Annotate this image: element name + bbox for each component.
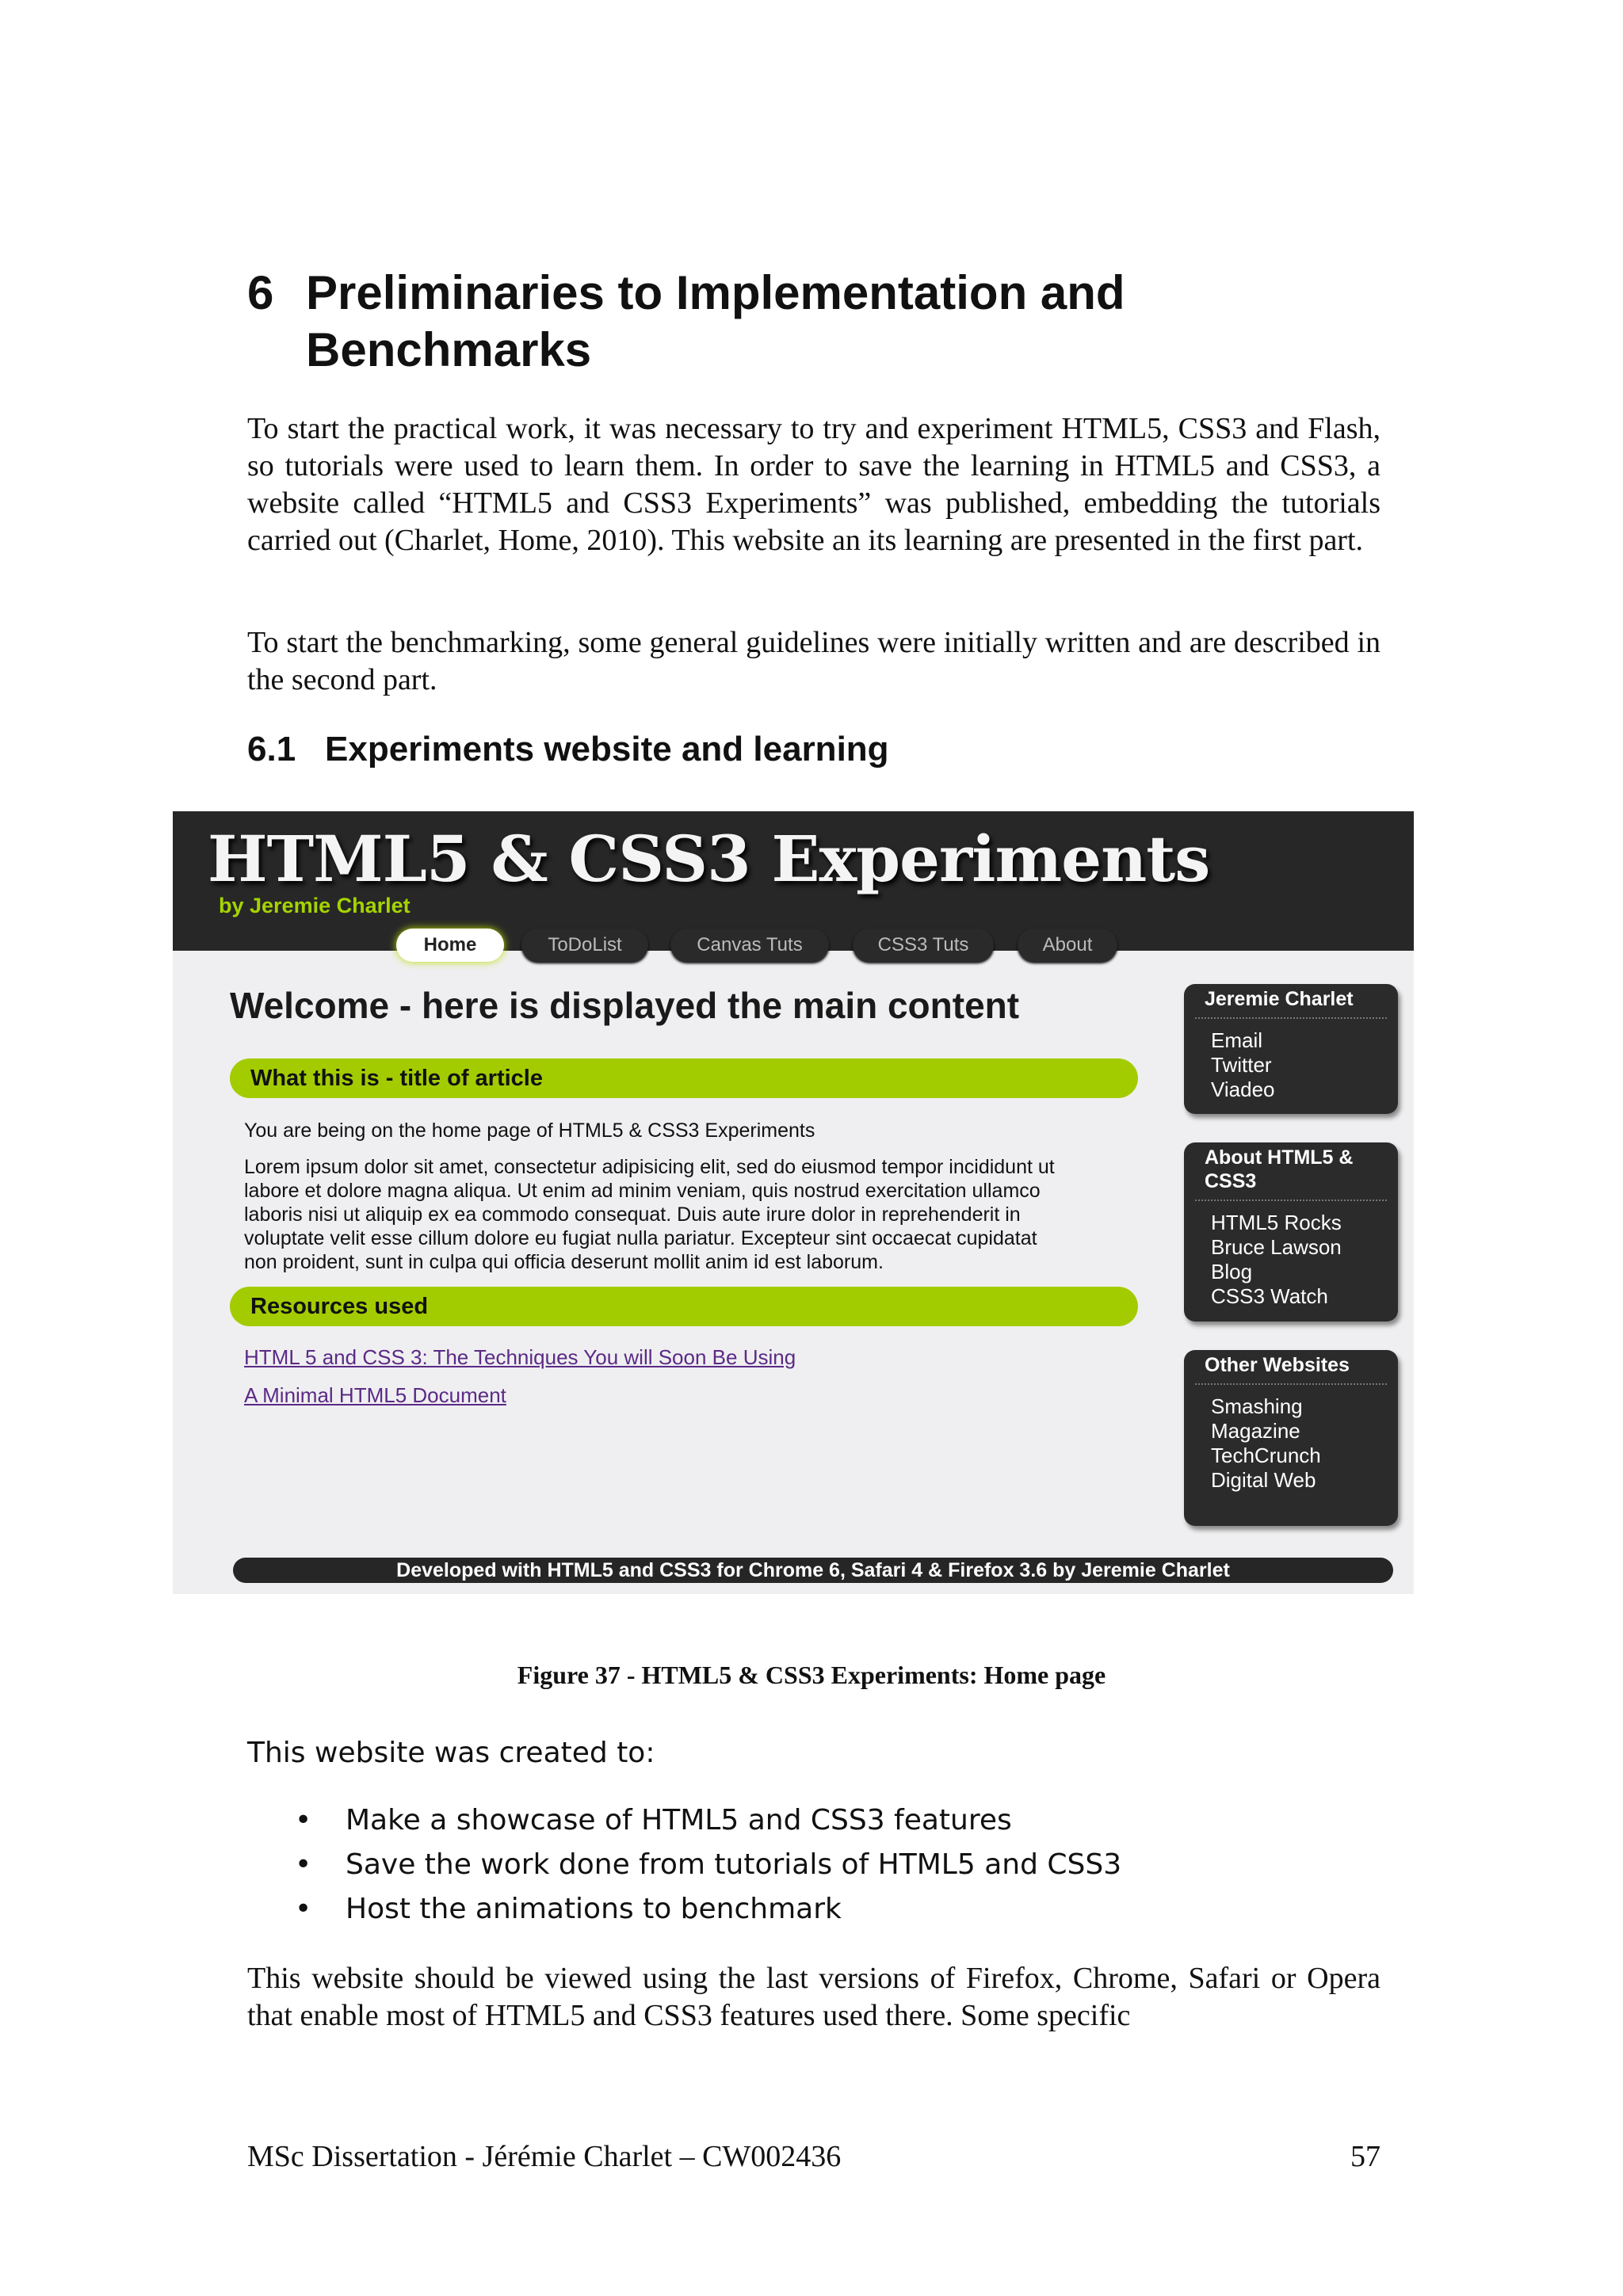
resource-link-2[interactable]: A Minimal HTML5 Document xyxy=(244,1383,506,1407)
divider xyxy=(1195,1199,1387,1201)
bullet: • xyxy=(295,1848,312,1881)
sidebar-box-author xyxy=(1184,984,1398,1114)
divider xyxy=(1195,1017,1387,1019)
article-title-bar xyxy=(230,1058,1138,1098)
sidebar-box-about xyxy=(1184,1142,1398,1322)
list-item-text: Host the animations to benchmark xyxy=(346,1893,842,1925)
lorem-line: laboris nisi ut aliquip ex ea commodo consequat. Duis aute irure dolor in reprehenderit in xyxy=(244,1203,1021,1226)
paragraph-2: To start the benchmarking, some general guidelines were initially written and are described in the second part. xyxy=(247,626,1381,696)
main-heading: Welcome - here is displayed the main content xyxy=(230,985,1020,1026)
site-byline: by Jeremie Charlet xyxy=(219,894,411,917)
website-screenshot xyxy=(173,811,1414,1594)
sidebar-box-title: About HTML5 & CSS3 xyxy=(1205,1146,1354,1192)
sidebar-link-css3-watch[interactable]: CSS3 Watch xyxy=(1211,1284,1328,1308)
lorem-text xyxy=(244,1155,1132,1274)
resources-title: Resources used xyxy=(250,1294,429,1319)
sidebar-link-viadeo[interactable]: Viadeo xyxy=(1211,1077,1275,1101)
section-number: 6.1 xyxy=(247,730,296,769)
home-intro-line: You are being on the home page of HTML5 & CSS3 Experiments xyxy=(244,1119,815,1142)
closing-paragraph: This website should be viewed using the last versions of Firefox, Chrome, Safari or Opera that enable most of HTML5 and CSS3 features used there. Some specific xyxy=(247,1962,1381,2032)
nav-tab-todolist[interactable]: ToDoList xyxy=(521,929,648,962)
sidebar-link-smashing[interactable]: Smashing xyxy=(1211,1394,1303,1418)
chapter-title: Preliminaries to Implementation and Benchmarks xyxy=(306,266,1125,376)
lorem-line: labore et dolore magna aliqua. Ut enim ad minim veniam, quis nostrud exercitation ullamco xyxy=(244,1180,1041,1202)
purpose-list xyxy=(295,1798,1121,1932)
sidebar-link-email[interactable]: Email xyxy=(1211,1028,1263,1052)
article-title: What this is - title of article xyxy=(250,1066,543,1091)
sidebar-link-html5-rocks[interactable]: HTML5 Rocks xyxy=(1211,1211,1342,1234)
chapter-number: 6 xyxy=(247,266,274,319)
lorem-line: non proident, sunt in culpa qui officia deserunt mollit anim id est laborum. xyxy=(244,1251,884,1273)
list-item-text: Save the work done from tutorials of HTML5 and CSS3 xyxy=(346,1848,1122,1881)
list-item xyxy=(295,1843,1121,1887)
nav-tab-canvas-tuts[interactable]: Canvas Tuts xyxy=(670,929,829,962)
sidebar-link-digital-web[interactable]: Digital Web xyxy=(1211,1468,1316,1492)
sidebar-link-blog[interactable]: Blog xyxy=(1211,1260,1253,1283)
bullet: • xyxy=(295,1804,312,1836)
nav-tab-home[interactable]: Home xyxy=(396,929,504,962)
bullet: • xyxy=(295,1893,312,1925)
nav-tab-about[interactable]: About xyxy=(1018,929,1117,962)
nav-tab-css3-tuts[interactable]: CSS3 Tuts xyxy=(853,929,994,962)
resources-title-bar xyxy=(230,1287,1138,1326)
figure-caption: Figure 37 - HTML5 & CSS3 Experiments: Home page xyxy=(517,1661,1106,1689)
sidebar-link-twitter[interactable]: Twitter xyxy=(1211,1053,1272,1077)
page-number: 57 xyxy=(1350,2140,1381,2173)
divider xyxy=(1195,1383,1387,1385)
lorem-line: voluptate velit esse cillum dolore eu fugiat nulla pariatur. Excepteur sint occaecat cupidatat xyxy=(244,1227,1037,1249)
sidebar-link-bruce-lawson[interactable]: Bruce Lawson xyxy=(1211,1235,1342,1259)
lorem-line: Lorem ipsum dolor sit amet, consectetur adipisicing elit, sed do eiusmod tempor incididunt ut xyxy=(244,1156,1055,1178)
sidebar-box-other-websites xyxy=(1184,1350,1398,1526)
list-item xyxy=(295,1887,1121,1932)
list-intro: This website was created to: xyxy=(247,1737,655,1769)
section-title: Experiments website and learning xyxy=(325,730,889,769)
page-footer-left: MSc Dissertation - Jérémie Charlet – CW002436 xyxy=(247,2140,842,2173)
list-item xyxy=(295,1798,1121,1843)
list-item-text: Make a showcase of HTML5 and CSS3 features xyxy=(346,1804,1012,1836)
sidebar-link-techcrunch[interactable]: TechCrunch xyxy=(1211,1444,1321,1467)
site-footer: Developed with HTML5 and CSS3 for Chrome 6, Safari 4 & Firefox 3.6 by Jeremie Charlet xyxy=(233,1558,1393,1583)
site-title: HTML5 & CSS3 Experiments xyxy=(208,822,1210,896)
paragraph-1: To start the practical work, it was necessary to try and experiment HTML5, CSS3 and Flash, so tutorials were used to learn them. In order to save the learning in HTML5 and CSS3, a website called “HTML5 and CSS3 Experiments” was published, embedding the tutorials carried out (Charlet, Home, 2010). This website an its learning are presented in the first part. xyxy=(247,412,1381,557)
sidebar-link-magazine[interactable]: Magazine xyxy=(1211,1419,1300,1443)
sidebar-box-title: Jeremie Charlet xyxy=(1205,988,1354,1010)
resource-link-1[interactable]: HTML 5 and CSS 3: The Techniques You will Soon Be Using xyxy=(244,1345,796,1369)
sidebar-box-title: Other Websites xyxy=(1205,1354,1350,1376)
